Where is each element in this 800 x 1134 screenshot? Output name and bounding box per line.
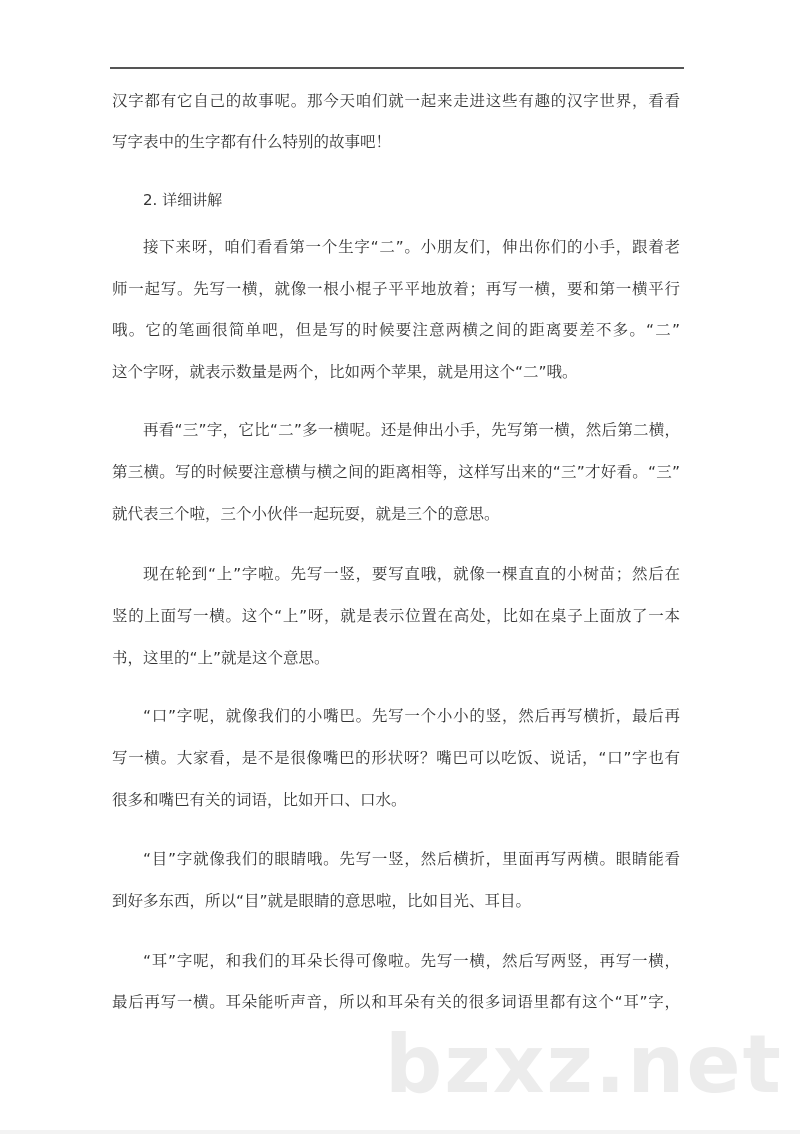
watermark: bzxz.net	[385, 1018, 783, 1111]
page-edge	[0, 1130, 800, 1134]
text-line: 书，这里的“上”就是这个意思。	[112, 649, 330, 667]
text-line: 写字表中的生字都有什么特别的故事吧！	[112, 133, 392, 151]
text-line: 汉字都有它自己的故事呢。那今天咱们就一起来走进这些有趣的汉字世界，看看	[112, 92, 680, 110]
text-line: “口”字呢，就像我们的小嘴巴。先写一个小小的竖，然后再写横折，最后再	[143, 707, 680, 725]
text-line: 接下来呀，咱们看看第一个生字“二”。小朋友们，伸出你们的小手，跟着老	[143, 238, 680, 256]
text-line: 竖的上面写一横。这个“上”呀，就是表示位置在高处，比如在桌子上面放了一本	[112, 607, 680, 625]
text-line: 师一起写。先写一横，就像一根小棍子平平地放着；再写一横，要和第一横平行	[112, 280, 680, 298]
section-heading: 2. 详细讲解	[143, 191, 223, 209]
text-line: 这个字呀，就表示数量是两个，比如两个苹果，就是用这个“二”哦。	[112, 363, 578, 381]
text-line: 最后再写一横。耳朵能听声音，所以和耳朵有关的很多词语里都有这个“耳”字，	[112, 993, 680, 1011]
text-line: 到好多东西，所以“目”就是眼睛的意思啦，比如目光、耳目。	[112, 892, 532, 910]
text-line: 现在轮到“上”字啦。先写一竖，要写直哦，就像一棵直直的小树苗；然后在	[143, 565, 680, 583]
text-line: 再看“三”字，它比“二”多一横呢。还是伸出小手，先写第一横，然后第二横，	[143, 421, 680, 439]
text-line: 哦。它的笔画很简单吧，但是写的时候要注意两横之间的距离要差不多。“二”	[112, 321, 680, 339]
text-line: 写一横。大家看，是不是很像嘴巴的形状呀？嘴巴可以吃饭、说话，“口”字也有	[112, 749, 680, 767]
text-line: 就代表三个啦，三个小伙伴一起玩耍，就是三个的意思。	[112, 505, 500, 523]
text-line: “耳”字呢，和我们的耳朵长得可像啦。先写一横，然后写两竖，再写一横，	[143, 952, 680, 970]
text-line: 很多和嘴巴有关的词语，比如开口、口水。	[112, 791, 407, 809]
text-line: 第三横。写的时候要注意横与横之间的距离相等，这样写出来的“三”才好看。“三”	[112, 463, 680, 481]
header-rule	[110, 67, 684, 69]
text-line: “目”字就像我们的眼睛哦。先写一竖，然后横折，里面再写两横。眼睛能看	[143, 850, 680, 868]
